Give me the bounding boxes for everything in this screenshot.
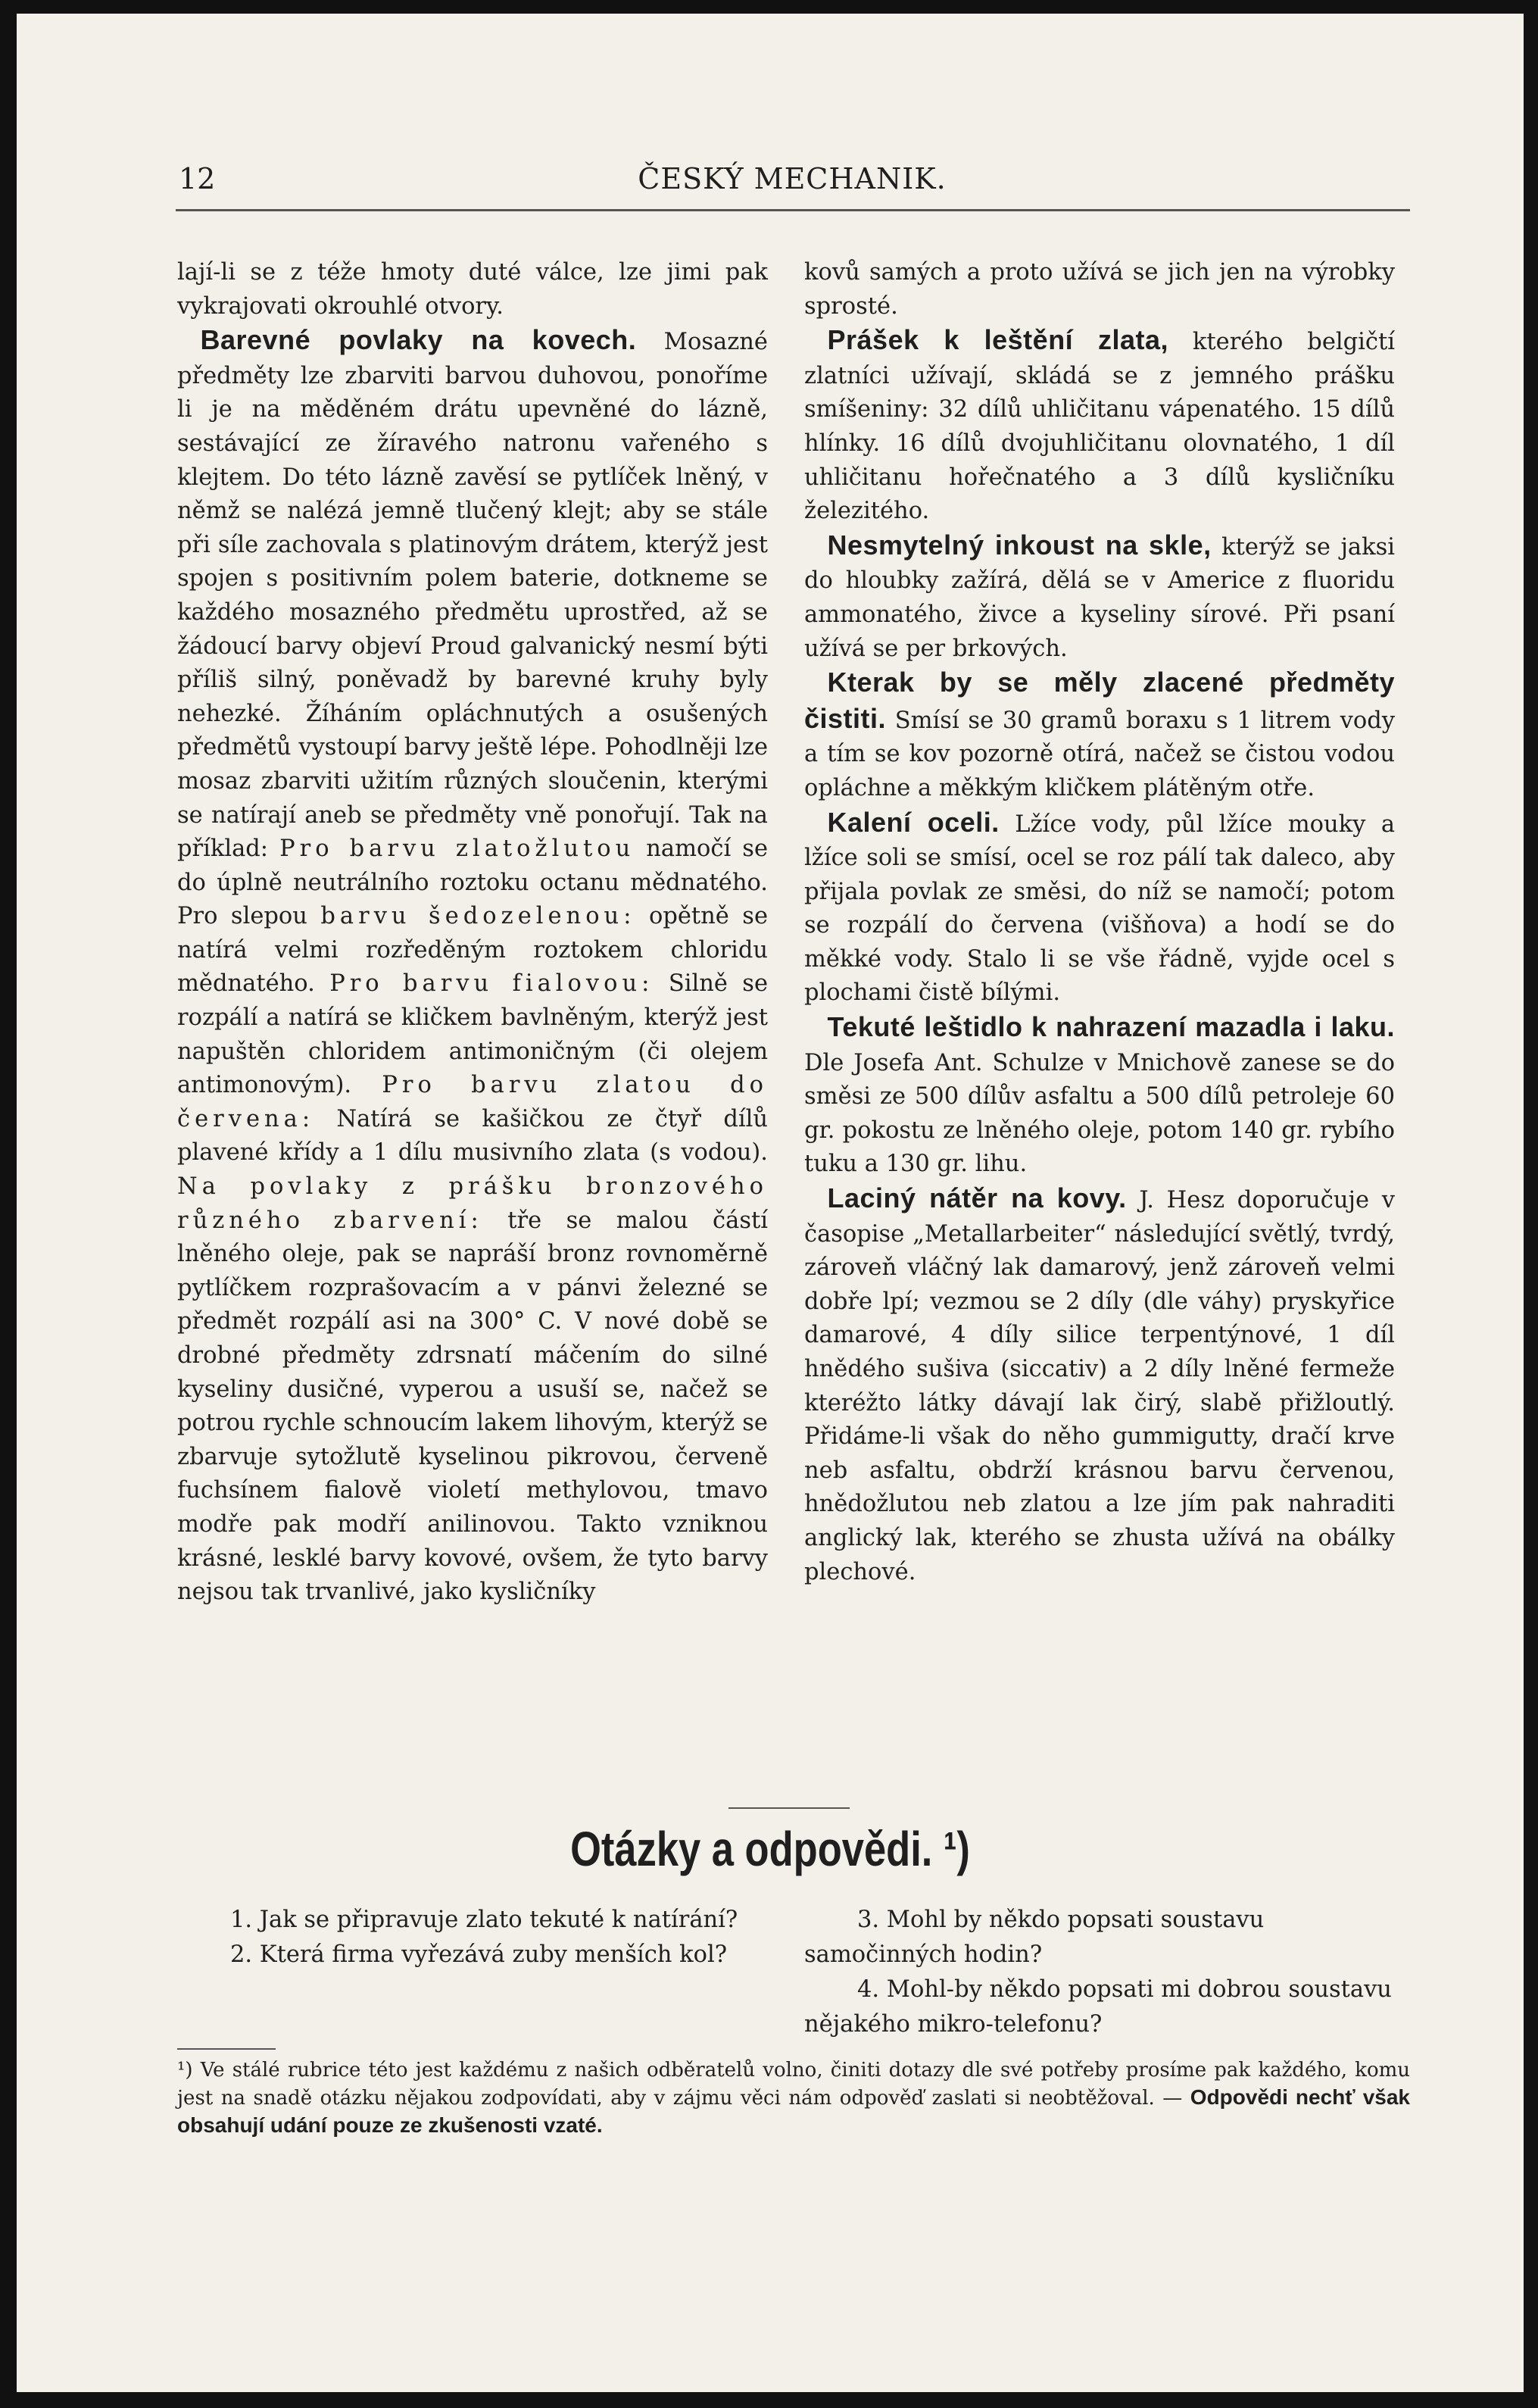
text-run: kterýž se jaksi do hloubky zažírá, dělá se v Americe z fluoridu ammonatého, živce a kyseliny sírové. Při psaní užívá se per brkových. xyxy=(804,533,1396,662)
question-4: 4. Mohl-by někdo popsati mi dobrou soustavu nějakého mikro-telefonu? xyxy=(804,1976,1392,2038)
text-run: Lžíce vody, půl lžíce mouky a lžíce soli se smísí, ocel se roz pálí tak daleco, aby přijala povlak ze směsi, do níž se namočí; potom se rozpálí do červena (višňova) a hodí se do měkké vody. Stalo li se vše řádně, vyjde ocel s plochami čistě bílými. xyxy=(804,810,1396,1007)
header-rule xyxy=(176,209,1410,211)
text-run: opětně se natírá velmi rozředěným roztokem chloridu mědnatého. xyxy=(177,903,769,998)
text-run: Dle Josefa Ant. Schulze v Mnichově zanese se do směsi ze 500 dílův asfaltu a 500 dílů petroleje 60 gr. pokostu ze lněného oleje, potom 140 gr. rybího tuku a 130 gr. lihu. xyxy=(804,1049,1395,1178)
text-run: J. Hesz doporučuje v časopise „Metallarbeiter“ následující světlý, tvrdý, zároveň vláčný lak damarový, jenž zároveň velmi dobře lpí; vezmou se 2 díly (dle váhy) pryskyřice damarové, 4 díly silice terpentýnové, 1 díl hnědého sušiva (siccativ) a 2 díly lněné fermeže kteréžto látky dávají lak čirý, slabě přižloutlý. Přidáme-li však do něho gummigutty, dračí krve neb asfaltu, obdrží krásnou barvu červenou, hnědožlutou neb zlatou a lze jím pak nahraditi anglický lak, kterého se zhusta užívá na obálky plechové. xyxy=(804,1187,1395,1585)
paragraph: kovů samých a proto užívá se jich jen na výrobky sprosté. xyxy=(804,259,1395,320)
section-heading: Nesmytelný inkoust na skle, xyxy=(827,529,1212,561)
questions-right xyxy=(804,1903,1395,2042)
paragraph xyxy=(804,1182,1395,1589)
page xyxy=(17,14,1524,2392)
text-run: Smísí se 30 gramů boraxu s 1 litrem vody a tím se kov pozorně otírá, načež se čistou vodou opláchne a měkkým kličkem plátěným otře. xyxy=(804,707,1395,801)
spaced-term: barvu šedozelenou: xyxy=(320,903,636,930)
page-header xyxy=(179,162,1405,208)
section-heading: Barevné povlaky na kovech. xyxy=(200,324,637,356)
left-column xyxy=(177,256,768,1610)
questions-left xyxy=(177,1903,768,1972)
section-heading: Kterak by se měly zlacené předměty čistiti. xyxy=(804,667,1395,734)
text-run: tře se malou částí lněného oleje, pak se napráší bronz rovnoměrně pytlíčkem rozprašovacím a v pánvi železné se předmět rozpálí asi na 300° C. V nové době se drobné předměty zdrsnatí máčením do silné kyseliny dusičné, vyperou a usuší se, načež se potrou rychle schnoucím lakem lihovým, kterýž se zbarvuje sytožlutě kyselinou pikrovou, červeně fuchsínem fialově violetí methylovou, tmavo modře pak modří anilinovou. Takto vzniknou krásné, lesklé barvy kovové, ovšem, že tyto barvy nejsou tak trvanlivé, jako kysličníky xyxy=(177,1207,768,1606)
text-run: Mosazné předměty lze zbarviti barvou duhovou, ponoříme li je na měděném drátu upevněné do lázně, sestávající ze žíravého natronu vařeného s klejtem. Do této lázně zavěsí se pytlíček lněný, v němž se nalézá jemně tlučený klejt; aby se stále při síle zachovala s platinovým drátem, kterýž jest spojen s positivním polem baterie, dotkneme se každého mosazného předmětu uprostřed, až se žádoucí barvy objeví Proud galvanický nesmí býti příliš silný, poněvadž by barevné kruhy byly nehezké. Žíháním opláchnutých a osušených předmětů vystoupí barvy ještě lépe. Pohodlněji lze mosaz zbarviti užitím různých sloučenin, kterými se natírají aneb se předměty vně ponořují. Tak na příklad: xyxy=(177,329,768,863)
text-run: kterého belgičtí zlatníci užívají, skládá se z jemného prášku smíšeniny: 32 dílů uhličitanu vápenatého. 15 dílů hlínky. 16 dílů dvojuhličitanu olovnatého, 1 díl uhličitanu hořečnatého a 3 dílů kysličníku železitého. xyxy=(804,329,1396,525)
section-heading: Prášek k leštění zlata, xyxy=(827,324,1168,356)
right-column xyxy=(804,256,1395,1589)
question-2: 2. Která firma vyřezává zuby menších kol? xyxy=(230,1941,728,1968)
spaced-term: Pro barvu fialovou: xyxy=(329,970,654,998)
text-run: namočí se do úplně neutrálního roztoku octanu mědnatého. Pro slepou xyxy=(177,835,768,930)
paragraph: lají-li se z téže hmoty duté válce, lze jimi pak vykrajovati okrouhlé otvory. xyxy=(177,259,768,320)
running-title: ČESKÝ MECHANIK. xyxy=(638,162,947,195)
text-run: Silně se rozpálí a natírá se kličkem bavlněným, kterýž jest napuštěn chloridem antimoničným (či olejem antimonovým). xyxy=(177,970,768,1099)
footnote-bold-text: Odpovědi nechť však obsahují udání pouze ze zkušenosti vzaté. xyxy=(177,2085,1411,2137)
section-heading: Tekuté leštidlo k nahrazení mazadla i laku. xyxy=(827,1011,1395,1043)
spaced-term: Pro barvu zlatožlutou xyxy=(279,835,635,863)
section-divider xyxy=(728,1807,850,1809)
footnote-rule xyxy=(177,2048,276,2050)
section-heading: Kalení oceli. xyxy=(827,806,1000,838)
spaced-term: Pro barvu zlatou do červena: xyxy=(177,1072,768,1132)
question-3: 3. Mohl by někdo popsati soustavu samočinných hodin? xyxy=(804,1907,1265,1968)
spaced-term: Na povlaky z prášku bronzového různého zbarvení: xyxy=(177,1173,768,1234)
paragraph xyxy=(804,806,1395,1011)
paragraph xyxy=(804,529,1395,666)
paragraph xyxy=(177,323,768,1610)
paragraph xyxy=(804,323,1395,529)
paragraph xyxy=(804,1010,1395,1182)
footnote-text: ¹) Ve stálé rubrice této jest každému z našich odběratelů volno, činiti dotazy dle své potřeby prosíme pak každého, komu jest na snadě otázku nějakou zodpovídati, aby v zájmu věci nám odpověď zaslati si neobtěžoval. — xyxy=(177,2059,1410,2110)
page-number: 12 xyxy=(179,162,216,195)
qa-title: Otázky a odpovědi. ¹) xyxy=(570,1822,970,1876)
text-run: Natírá se kašičkou ze čtyř dílů plavené křídy a 1 dílu musivního zlata (s vodou). xyxy=(177,1105,768,1167)
footnote xyxy=(177,2057,1410,2140)
paragraph xyxy=(804,666,1395,805)
section-heading: Laciný nátěr na kovy. xyxy=(827,1182,1127,1214)
question-1: 1. Jak se připravuje zlato tekuté k natírání? xyxy=(230,1907,738,1933)
